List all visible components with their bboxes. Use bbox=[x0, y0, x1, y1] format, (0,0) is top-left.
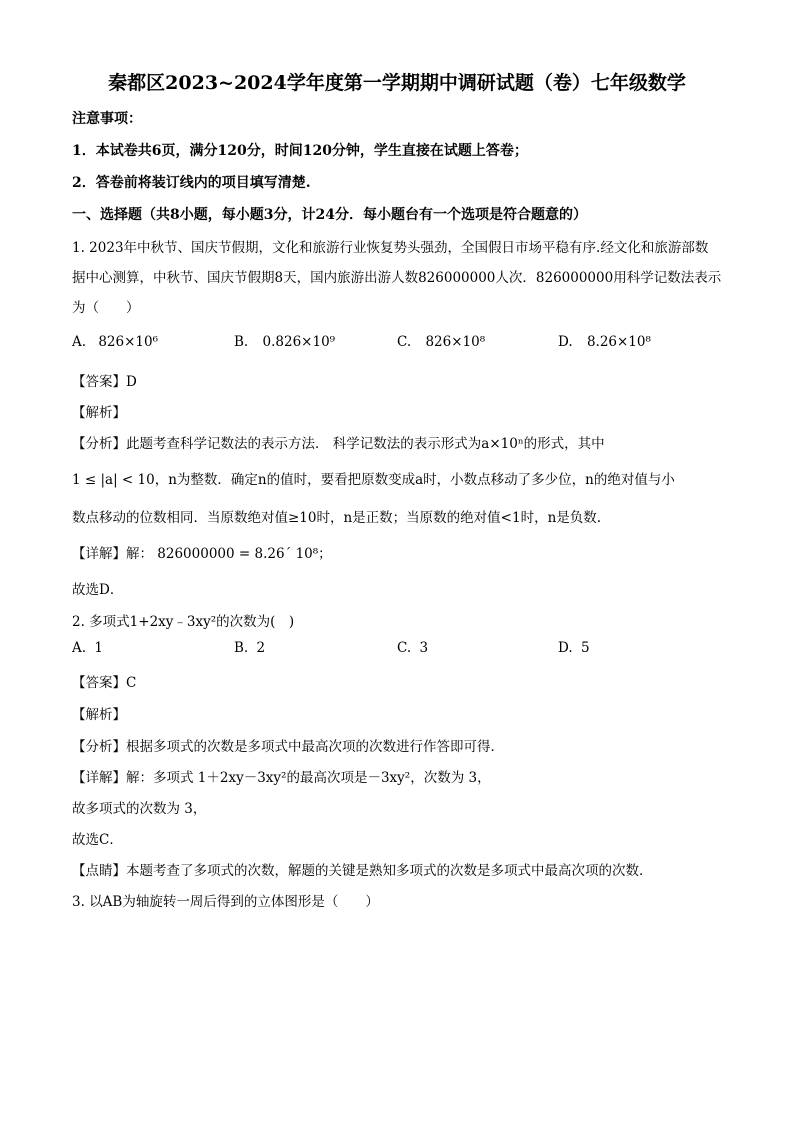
q2-option-c-label: C. bbox=[397, 640, 412, 656]
q1-fenxi-line-3: 数点移动的位数相同．当原数绝对值≥10时，n是正数；当原数的绝对值<1时，n是负数. bbox=[72, 510, 602, 526]
q2-option-b-text: 2 bbox=[256, 640, 266, 656]
section-1-heading: 一、选择题（共8小题，每小题3分，计24分．每小题台有一个选项是符合题意的） bbox=[72, 207, 587, 223]
q2-option-c-text: 3 bbox=[419, 640, 429, 656]
q1-conclusion: 故选D． bbox=[72, 582, 124, 598]
q2-option-d bbox=[558, 640, 590, 656]
q2-fenxi bbox=[72, 735, 504, 755]
q1-option-b-label: B. bbox=[234, 334, 249, 350]
q1-fenxi-text-1: 此题考查科学记数法的表示方法． 科学记数法的表示形式为a×10ⁿ的形式，其中 bbox=[126, 436, 605, 452]
q2-option-a bbox=[72, 640, 103, 656]
q2-option-a-label: A. bbox=[72, 640, 87, 656]
q2-option-a-text: 1 bbox=[94, 640, 103, 656]
q1-answer-tag: 【答案】 bbox=[72, 374, 126, 390]
q1-analysis-label: 【解析】 bbox=[72, 405, 126, 421]
q2-dianjing-text: 本题考查了多项式的次数，解题的关键是熟知多项式的次数是多项式中最高次项的次数． bbox=[126, 863, 653, 879]
q1-stem-line-3: 为（ ） bbox=[72, 300, 140, 316]
q2-option-c bbox=[397, 640, 428, 656]
q1-option-b bbox=[234, 334, 335, 350]
q2-answer-tag: 【答案】 bbox=[72, 675, 126, 691]
notice-item-1: 1．本试卷共6页，满分120分，时间120分钟，学生直接在试题上答卷； bbox=[72, 143, 528, 159]
q2-detail-2: 故多项式的次数为 3， bbox=[72, 801, 207, 817]
notice-item-2: 2．答卷前将装订线内的项目填写清楚. bbox=[72, 175, 311, 191]
q1-stem-line-1: 1. 2023年中秋节、国庆节假期，文化和旅游行业恢复势头强劲，全国假日市场平稳有序.经文化和旅游部数 bbox=[72, 240, 709, 256]
q1-detail-text: 解： 826000000 = 8.26´ 10⁸； bbox=[126, 546, 332, 562]
q2-fenxi-text: 根据多项式的次数是多项式中最高次项的次数进行作答即可得． bbox=[126, 739, 504, 755]
q2-detail-text: 解：多项式 1＋2xy－3xy²的最高次项是－3xy²，次数为 3， bbox=[126, 770, 491, 786]
q2-fenxi-tag: 【分析】 bbox=[72, 739, 126, 755]
q3-figure-area bbox=[72, 920, 722, 1100]
q1-option-b-text: 0.826×10⁹ bbox=[262, 334, 336, 350]
q1-fenxi-tag: 【分析】 bbox=[72, 436, 126, 452]
q2-dianjing-tag: 【点睛】 bbox=[72, 863, 126, 879]
q2-options bbox=[72, 640, 732, 660]
q2-analysis-tag bbox=[72, 703, 126, 723]
notice-heading: 注意事项： bbox=[72, 111, 142, 127]
q1-detail-tag: 【详解】 bbox=[72, 546, 126, 562]
q1-detail bbox=[72, 542, 332, 562]
q1-answer bbox=[72, 370, 137, 390]
q1-option-d-text: 8.26×10⁸ bbox=[586, 334, 651, 350]
q1-option-d-label: D. bbox=[558, 334, 573, 350]
q2-answer-value: C bbox=[126, 675, 137, 691]
q2-dianjing bbox=[72, 859, 653, 879]
q1-fenxi-line-1 bbox=[72, 432, 605, 452]
q1-stem-line-2: 据中心测算，中秋节、国庆节假期8天，国内旅游出游人数826000000人次．826000000用科学记数法表示 bbox=[72, 270, 722, 286]
q2-option-b bbox=[234, 640, 265, 656]
q1-option-c bbox=[397, 334, 485, 350]
q2-stem: 2. 多项式1+2xy﹣3xy²的次数为( ) bbox=[72, 614, 295, 630]
q1-answer-value: D bbox=[126, 374, 137, 390]
page-title: 秦都区2023~2024学年度第一学期期中调研试题（卷）七年级数学 bbox=[108, 72, 686, 94]
q2-analysis-label: 【解析】 bbox=[72, 707, 126, 723]
q1-analysis-tag bbox=[72, 401, 126, 421]
q1-option-d bbox=[558, 334, 651, 350]
q3-stem: 3. 以AB为轴旋转一周后得到的立体图形是（ ） bbox=[72, 894, 379, 910]
q2-option-d-label: D. bbox=[558, 640, 573, 656]
q2-conclusion: 故选C． bbox=[72, 832, 123, 848]
q1-option-a bbox=[72, 334, 158, 350]
q2-option-b-label: B. bbox=[234, 640, 249, 656]
q2-answer bbox=[72, 671, 136, 691]
q2-detail-tag: 【详解】 bbox=[72, 770, 126, 786]
q2-option-d-text: 5 bbox=[580, 640, 590, 656]
q1-option-a-text: 826×10⁶ bbox=[98, 334, 159, 350]
q1-options bbox=[72, 334, 732, 354]
q1-option-c-text: 826×10⁸ bbox=[425, 334, 486, 350]
q1-fenxi-line-2: 1 ≤ |a| < 10，n为整数．确定n的值时，要看把原数变成a时，小数点移动了多少位，n的绝对值与小 bbox=[72, 472, 675, 488]
q1-option-a-label: A. bbox=[72, 334, 87, 350]
q2-detail bbox=[72, 766, 491, 786]
q1-option-c-label: C. bbox=[397, 334, 412, 350]
